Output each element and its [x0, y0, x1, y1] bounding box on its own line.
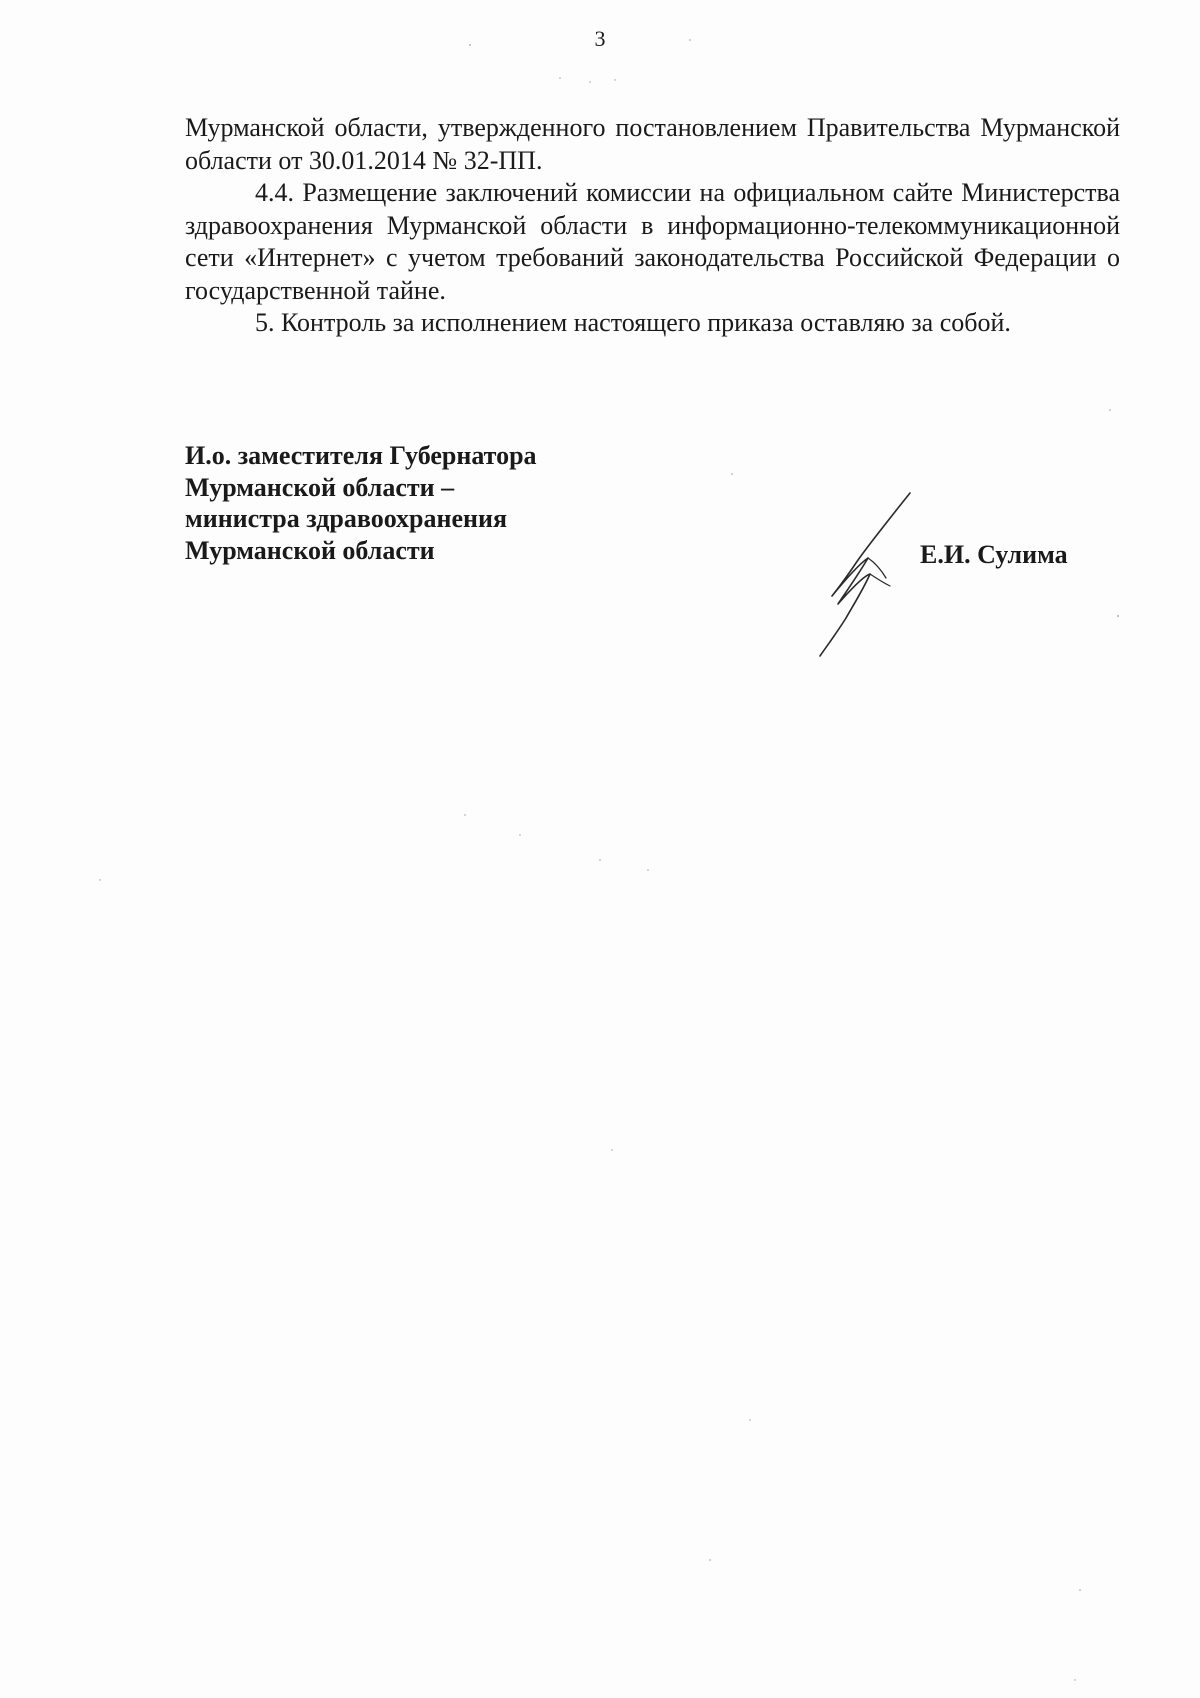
scan-speck: [599, 859, 600, 860]
scan-speck: [1109, 409, 1111, 411]
page-number: 3: [594, 26, 606, 51]
paragraph-4-4: 4.4. Размещение заключений комиссии на официальном сайте Министерства здравоохранения Мурманской области в информационно-телекоммуникационной сети «Интернет» с учетом требований законодательства Российской Федерации о государственной тайне.: [185, 178, 1120, 305]
scan-speck: [611, 1149, 612, 1150]
scan-speck: [559, 77, 560, 78]
scan-speck: [614, 79, 615, 80]
scan-speck: [1117, 615, 1119, 617]
signatory-title-line: Мурманской области –: [185, 472, 455, 502]
scan-speck: [749, 1419, 750, 1420]
signatory-title-block: [185, 440, 537, 566]
scan-speck: [731, 473, 733, 475]
scan-speck: [709, 1559, 711, 1561]
signatory-title-line: Мурманской области: [185, 535, 435, 565]
scan-speck: [464, 814, 465, 815]
document-body: [185, 112, 1120, 340]
paragraph-continuation: Мурманской области, утвержденного постановлением Правительства Мурманской области от 30.01.2014 № 32-ПП.: [185, 113, 1120, 175]
scan-speck: [99, 879, 100, 880]
scan-speck: [589, 81, 590, 82]
signer-name: Е.И. Сулима: [920, 540, 1068, 569]
scan-speck: [519, 834, 520, 835]
signatory-title-line: министра здравоохранения: [185, 504, 508, 533]
scan-speck: [1074, 1679, 1075, 1680]
signatory-title-line: И.о. заместителя Губернатора: [185, 441, 537, 470]
handwritten-signature: [810, 488, 920, 658]
scan-speck: [647, 869, 648, 870]
paragraph-5: 5. Контроль за исполнением настоящего приказа оставляю за собой.: [255, 308, 1011, 337]
scan-speck: [1079, 1589, 1081, 1591]
